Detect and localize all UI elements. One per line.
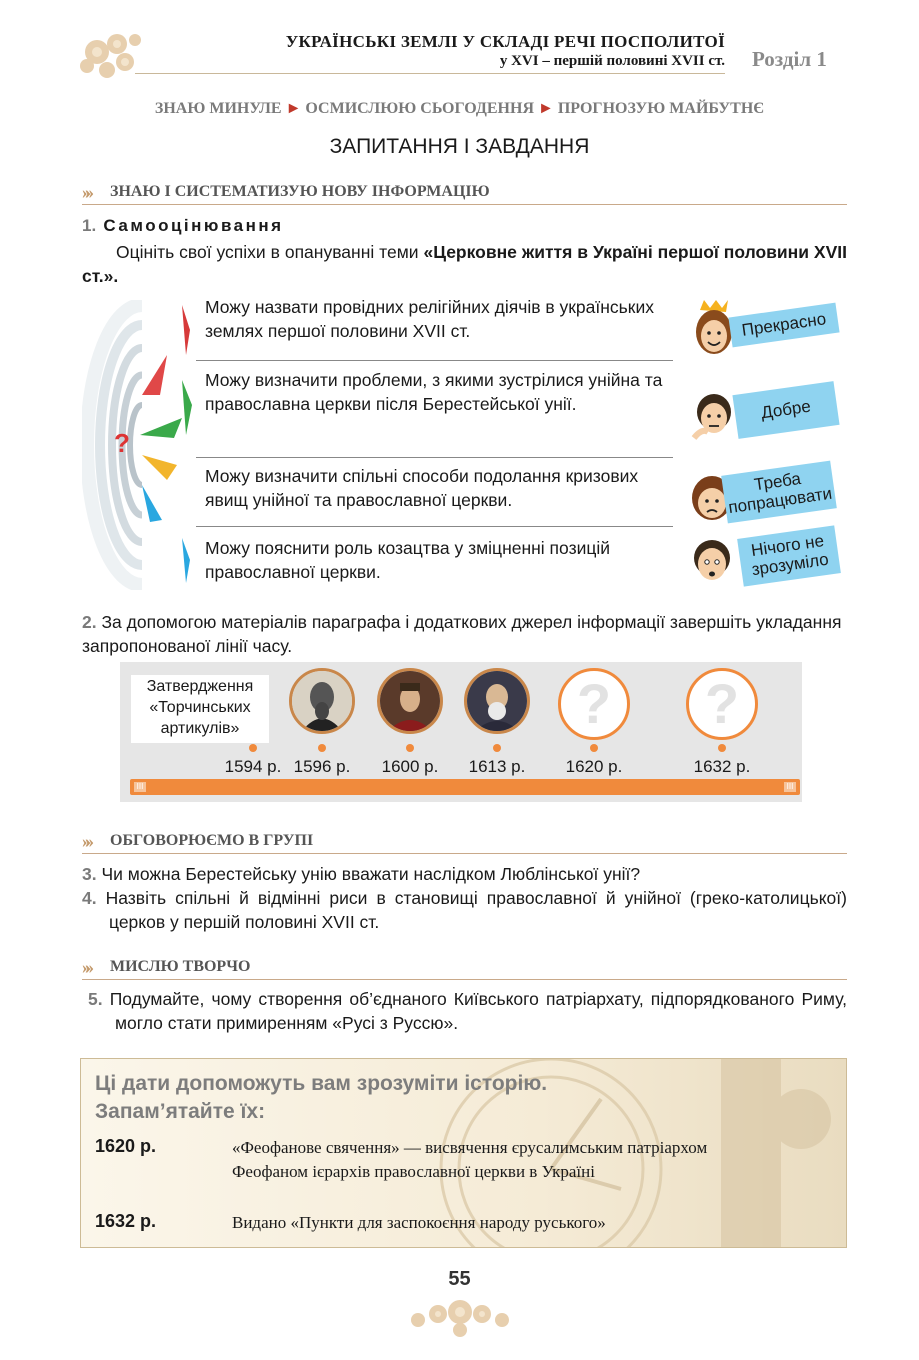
rating-needs-work: Треба попрацювати: [721, 461, 837, 524]
target-icon: [82, 300, 202, 590]
happy-face-icon: [688, 298, 736, 360]
floral-ornament-icon: [400, 1290, 520, 1340]
rating-not-understood: Нічого не зрозуміло: [737, 525, 841, 586]
arrow-right-icon: ►: [285, 100, 302, 117]
timeline-year: 1632 р.: [693, 757, 751, 776]
divider: [196, 526, 673, 527]
double-chevron-icon: »»: [82, 957, 88, 977]
question-number: 2.: [82, 612, 97, 632]
section-heading-2: »» ОБГОВОРЮЄМО В ГРУПІ: [82, 832, 847, 854]
timeline-year: 1596 р.: [293, 757, 351, 776]
confused-face-icon: [688, 534, 736, 590]
portrait-1613: [464, 668, 530, 734]
timeline-marker: [590, 744, 598, 752]
key-dates-title: Ці дати допоможуть вам зрозуміти історію. Запам’ятайте їх:: [95, 1072, 548, 1123]
arrow-right-icon: ►: [538, 100, 554, 117]
double-chevron-icon: »»: [82, 182, 88, 202]
timeline-handle-left: III: [134, 782, 146, 792]
page-title: ЗАПИТАННЯ І ЗАВДАННЯ: [329, 135, 590, 158]
header-subtitle: у XVI – першій половині XVII ст.: [499, 53, 725, 69]
motto-part2: ОСМИСЛЮЮ СЬОГОДЕННЯ: [305, 100, 534, 117]
divider: [196, 457, 673, 458]
timeline-marker: [493, 744, 501, 752]
timeline-marker: [718, 744, 726, 752]
date-year: 1632 р.: [95, 1211, 157, 1231]
motto-part3: ПРОГНОЗУЮ МАЙБУТНЄ: [557, 100, 765, 117]
motto: [0, 100, 919, 118]
statement-3: Можу визначити спільні способи подолання кризових явищ унійної та православної церкви.: [205, 466, 639, 510]
rating-good: Добре: [732, 381, 839, 439]
question-1-title: [82, 216, 284, 236]
question-title: Самооцінювання: [103, 216, 284, 235]
timeline-marker: [406, 744, 414, 752]
date-description: «Феофанове свячення» — висвячення єрусалимським патріархом Феофаном ієрархів православної церкви в Україні: [232, 1138, 708, 1181]
header-title: УКРАЇНСЬКІ ЗЕМЛІ У СКЛАДІ РЕЧІ ПОСПОЛИТОЇ: [285, 32, 725, 51]
unknown-portrait-icon: ?: [686, 668, 758, 740]
timeline-marker: [249, 744, 257, 752]
page-number: 55: [448, 1268, 471, 1290]
timeline-event-label: Затвердження «Торчинських артикулів»: [131, 675, 269, 743]
date-description: Видано «Пункти для заспокоєння народу руського»: [232, 1213, 606, 1232]
question-text: За допомогою матеріалів параграфа і додаткових джерел інформації завершіть укладання запропонованої лінії часу.: [82, 612, 842, 656]
timeline-marker: [318, 744, 326, 752]
section-heading-1: »» ЗНАЮ І СИСТЕМАТИЗУЮ НОВУ ІНФОРМАЦІЮ: [82, 183, 847, 205]
timeline-year: 1600 р.: [381, 757, 439, 776]
rating-excellent: Прекрасно: [728, 303, 839, 348]
statement-1: Можу назвати провідних релігійних діячів в українських землях першої половини XVII ст.: [205, 297, 654, 341]
header-divider: [135, 73, 725, 74]
portrait-1600: [377, 668, 443, 734]
unknown-portrait-icon: ?: [558, 668, 630, 740]
question-number: 1.: [82, 216, 97, 235]
statement-2: Можу визначити проблеми, з якими зустрілися унійна та православна церкви після Берестейської унії.: [205, 370, 663, 414]
timeline-year: 1594 р.: [224, 757, 282, 776]
question-3: 3. Чи можна Берестейську унію вважати наслідком Люблінської унії?: [82, 864, 641, 884]
red-arrow-icon: [182, 305, 190, 355]
question-1-text: Оцініть свої успіхи в опануванні теми «Церковне життя в Україні першої половини XVII ст.».: [82, 242, 847, 286]
double-chevron-icon: »»: [82, 831, 88, 851]
timeline-year: 1620 р.: [565, 757, 623, 776]
thinking-face-icon: [688, 388, 738, 446]
divider: [196, 360, 673, 361]
question-2: [82, 610, 847, 658]
question-5: 5. Подумайте, чому створення об’єднаного Київського патріархату, підпорядкованого Риму, могло стати примиренням «Русі з Руссю».: [88, 989, 847, 1033]
portrait-1596: [289, 668, 355, 734]
timeline-year: 1613 р.: [468, 757, 526, 776]
section-label: Розділ 1: [752, 47, 827, 71]
date-year: 1620 р.: [95, 1136, 157, 1156]
svg-text:?: ?: [114, 428, 130, 458]
statement-4: Можу пояснити роль козацтва у зміцненні позицій православної церкви.: [205, 538, 611, 582]
timeline-handle-right: III: [784, 782, 796, 792]
motto-part1: ЗНАЮ МИНУЛЕ: [154, 100, 282, 117]
section-heading-3: »» МИСЛЮ ТВОРЧО: [82, 958, 847, 980]
timeline-bar: [130, 779, 800, 795]
question-4: 4. Назвіть спільні й відмінні риси в становищі православної й унійної (греко-католицької) церков у першій половині XVII ст.: [82, 888, 847, 932]
